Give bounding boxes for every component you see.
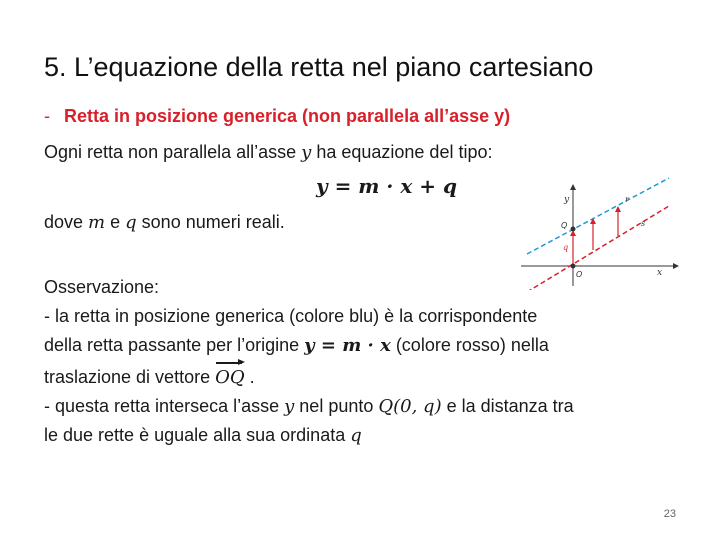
obs2-point: Q(0, q) <box>378 396 442 417</box>
obs2-line2-before: le due rette è uguale alla sua ordinata <box>44 425 351 445</box>
translation-arrowhead-2 <box>590 218 596 224</box>
obs1-line2-after: (colore rosso) nella <box>390 335 549 355</box>
obs2-before: - questa retta interseca l’asse <box>44 396 285 416</box>
observation-title: Osservazione: <box>44 277 160 297</box>
where-middle: e <box>105 212 126 232</box>
y-axis-arrow <box>570 184 576 190</box>
label-y: y <box>564 195 570 205</box>
page-number: 23 <box>663 508 676 520</box>
label-o: O <box>576 270 583 279</box>
point-q <box>571 227 576 232</box>
obs1-line3-after: . <box>244 367 255 387</box>
label-q-length: q <box>563 243 569 252</box>
label-r: r <box>625 195 629 204</box>
intro-before: Ogni retta non parallela all’asse <box>44 142 302 162</box>
obs2-var-y: y <box>284 396 295 417</box>
where-after: sono numeri reali. <box>136 212 285 232</box>
where-m: m <box>88 212 106 233</box>
red-line <box>527 206 669 290</box>
obs1-line2-before: della retta passante per l’origine <box>44 335 305 355</box>
obs2-line2-q: q <box>350 425 362 446</box>
intro-after: ha equazione del tipo: <box>311 142 493 162</box>
x-axis-arrow <box>673 263 679 269</box>
observation-1-line-2 <box>44 331 549 360</box>
observation-1-line-3 <box>44 363 255 392</box>
subtitle <box>44 106 510 127</box>
obs2-middle: nel punto <box>294 396 379 416</box>
slide-title: 5. L’equazione della retta nel piano cartesiano <box>44 52 594 82</box>
obs1-line3-before: traslazione di vettore <box>44 367 216 387</box>
where-q: q <box>125 212 137 233</box>
intro-line <box>44 138 492 167</box>
where-before: dove <box>44 212 89 232</box>
observation-1-line-1: - la retta in posizione generica (colore blu) è la corrispondente <box>44 306 538 326</box>
label-s: s <box>641 219 646 228</box>
intro-var-y: y <box>301 142 312 163</box>
point-o <box>571 264 576 269</box>
blue-line <box>527 178 669 254</box>
line-translation-figure <box>517 170 679 290</box>
main-equation: y = m · x + q <box>316 174 457 198</box>
observation-2-line-2 <box>44 421 362 450</box>
label-x: x <box>657 268 663 278</box>
observation-2-line-1 <box>44 392 574 421</box>
vector-oq: OQ <box>215 363 245 392</box>
where-line <box>44 208 285 237</box>
obs1-formula: y = m · x <box>304 335 391 356</box>
subtitle-text: Retta in posizione generica (non parallela all’asse y) <box>64 106 511 126</box>
subtitle-dash: - <box>44 106 50 126</box>
label-q-point: Q <box>561 221 568 230</box>
obs2-after: e la distanza tra <box>441 396 574 416</box>
